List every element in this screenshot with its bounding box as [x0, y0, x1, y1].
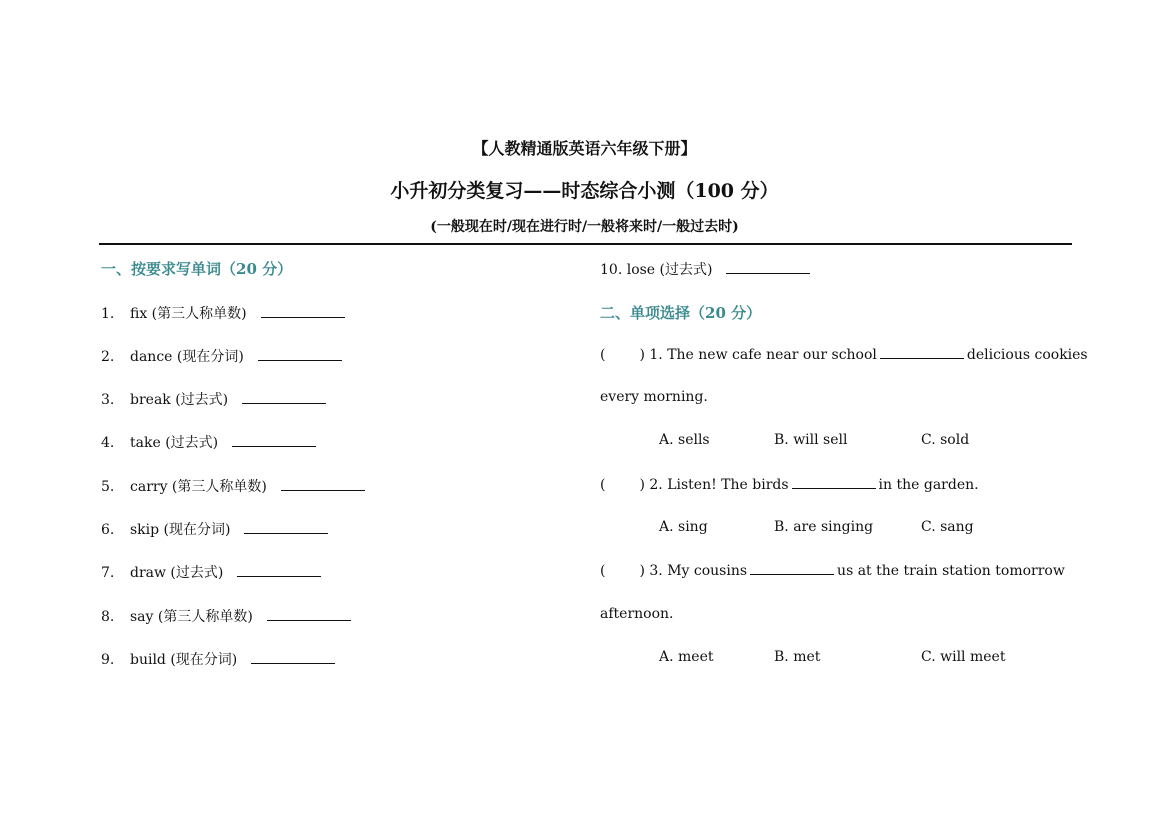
- item-text: carry (第三人称单数): [130, 479, 267, 495]
- question-text: 3. My cousins: [649, 563, 748, 579]
- answer-blank[interactable]: [792, 476, 876, 489]
- open-paren: (: [600, 563, 606, 579]
- close-paren: ): [639, 563, 645, 579]
- header-divider: [99, 243, 1072, 245]
- question-text: 2. Listen! The birds: [649, 477, 789, 493]
- word-item-4: [101, 432, 316, 452]
- word-item-2: [101, 346, 342, 366]
- item-number: 7.: [101, 565, 115, 581]
- word-item-10: [600, 259, 810, 279]
- word-item-8: [101, 606, 351, 626]
- page-subtitle: (一般现在时/现在进行时/一般将来时/一般过去时): [430, 219, 739, 235]
- q2-option-b[interactable]: B. are singing: [774, 519, 874, 535]
- question-text-suffix: in the garden.: [878, 477, 979, 493]
- item-text: skip (现在分词): [130, 522, 231, 538]
- q2-option-c[interactable]: C. sang: [921, 519, 974, 535]
- question-1: [600, 346, 1088, 363]
- word-item-1: [101, 303, 345, 323]
- item-text: take (过去式): [130, 435, 219, 451]
- answer-blank[interactable]: [258, 348, 342, 361]
- word-item-6: [101, 519, 328, 539]
- item-text: draw (过去式): [130, 565, 224, 581]
- q2-option-a[interactable]: A. sing: [659, 519, 708, 535]
- answer-blank[interactable]: [244, 521, 328, 534]
- item-number: 2.: [101, 349, 115, 365]
- q3-option-c[interactable]: C. will meet: [921, 649, 1006, 665]
- question-3: [600, 562, 1065, 579]
- word-item-9: [101, 649, 335, 669]
- question-3-continuation: afternoon.: [600, 606, 674, 622]
- open-paren: (: [600, 347, 606, 363]
- item-number: 3.: [101, 392, 115, 408]
- question-text-suffix: us at the train station tomorrow: [837, 563, 1065, 579]
- item-number: 8.: [101, 609, 115, 625]
- q3-option-b[interactable]: B. met: [774, 649, 821, 665]
- section1-title: 一、按要求写单词（20 分）: [101, 260, 293, 278]
- q1-option-c[interactable]: C. sold: [921, 432, 970, 448]
- section2-title: 二、单项选择（20 分）: [600, 304, 762, 322]
- close-paren: ): [639, 347, 645, 363]
- q1-option-b[interactable]: B. will sell: [774, 432, 848, 448]
- answer-blank[interactable]: [242, 391, 326, 404]
- item-number: 6.: [101, 522, 115, 538]
- word-item-7: [101, 562, 321, 582]
- q3-option-a[interactable]: A. meet: [659, 649, 714, 665]
- open-paren: (: [600, 477, 606, 493]
- answer-blank[interactable]: [267, 608, 351, 621]
- word-item-3: [101, 389, 326, 409]
- item-number: 4.: [101, 435, 115, 451]
- close-paren: ): [639, 477, 645, 493]
- q1-option-a[interactable]: A. sells: [659, 432, 710, 448]
- item-number: 5.: [101, 479, 115, 495]
- question-1-continuation: every morning.: [600, 389, 708, 405]
- answer-blank[interactable]: [232, 434, 316, 447]
- item-text: build (现在分词): [130, 652, 238, 668]
- answer-blank[interactable]: [281, 478, 365, 491]
- page-title: 小升初分类复习——时态综合小测（100 分）: [390, 180, 779, 202]
- answer-blank[interactable]: [237, 564, 321, 577]
- answer-blank[interactable]: [726, 261, 810, 274]
- answer-blank[interactable]: [750, 562, 834, 575]
- answer-blank[interactable]: [251, 651, 335, 664]
- item-text: lose (过去式): [626, 262, 713, 278]
- series-title: 【人教精通版英语六年级下册】: [472, 139, 697, 158]
- answer-blank[interactable]: [261, 305, 345, 318]
- answer-blank[interactable]: [880, 346, 964, 359]
- question-text-suffix: delicious cookies: [966, 347, 1088, 363]
- item-number: 1.: [101, 306, 115, 322]
- item-text: fix (第三人称单数): [130, 306, 247, 322]
- item-number: 9.: [101, 652, 115, 668]
- item-number: 10.: [600, 262, 623, 278]
- word-item-5: [101, 476, 365, 496]
- question-text: 1. The new cafe near our school: [649, 347, 877, 363]
- item-text: say (第三人称单数): [130, 609, 253, 625]
- item-text: dance (现在分词): [130, 349, 244, 365]
- item-text: break (过去式): [130, 392, 229, 408]
- question-2: [600, 476, 979, 493]
